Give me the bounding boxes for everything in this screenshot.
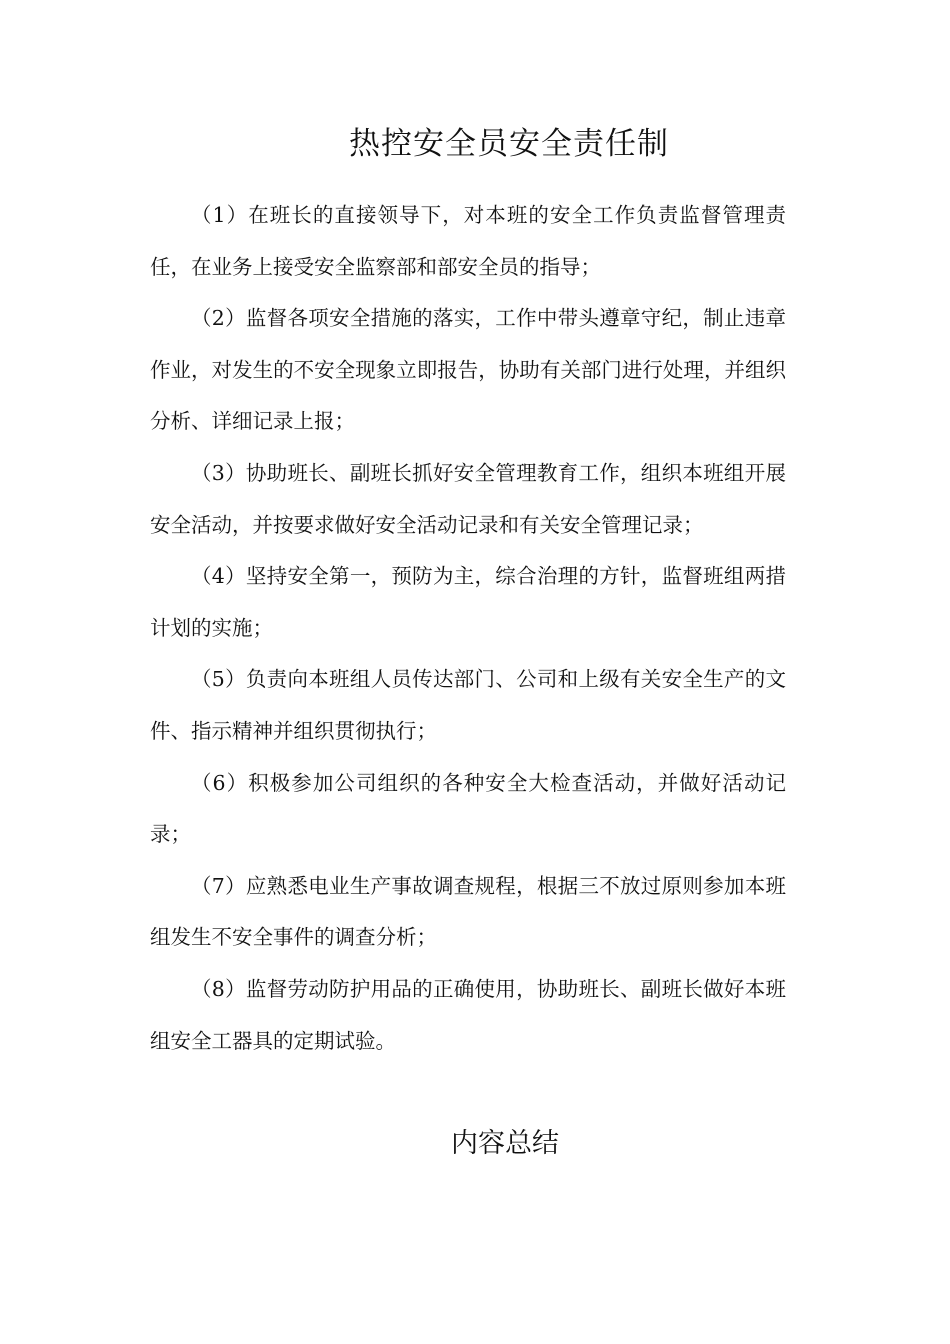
document-title: 热控安全员安全责任制 (349, 126, 669, 162)
clause-2: （2）监督各项安全措施的落实，工作中带头遵章守纪，制止违章作业，对发生的不安全现象立即报告，协助有关部门进行处理，并组织分析、详细记录上报； (150, 306, 786, 434)
clause-3: （3）协助班长、副班长抓好安全管理教育工作，组织本班组开展安全活动，并按要求做好安全活动记录和有关安全管理记录； (150, 460, 786, 537)
clause-6: （6）积极参加公司组织的各种安全大检查活动，并做好活动记录； (150, 770, 786, 847)
clause-8: （8）监督劳动防护用品的正确使用，协助班长、副班长做好本班组安全工器具的定期试验。 (150, 976, 786, 1053)
summary-heading: 内容总结 (451, 1128, 559, 1159)
clause-4: （4）坚持安全第一，预防为主，综合治理的方针，监督班组两措计划的实施； (150, 564, 786, 640)
clause-7: （7）应熟悉电业生产事故调查规程，根据三不放过原则参加本班组发生不安全事件的调查分析； (150, 873, 786, 950)
clause-1: （1）在班长的直接领导下，对本班的安全工作负责监督管理责任，在业务上接受安全监察部和部安全员的指导； (150, 203, 786, 279)
clause-5: （5）负责向本班组人员传达部门、公司和上级有关安全生产的文件、指示精神并组织贯彻执行； (150, 667, 786, 743)
document-body (150, 190, 786, 1067)
